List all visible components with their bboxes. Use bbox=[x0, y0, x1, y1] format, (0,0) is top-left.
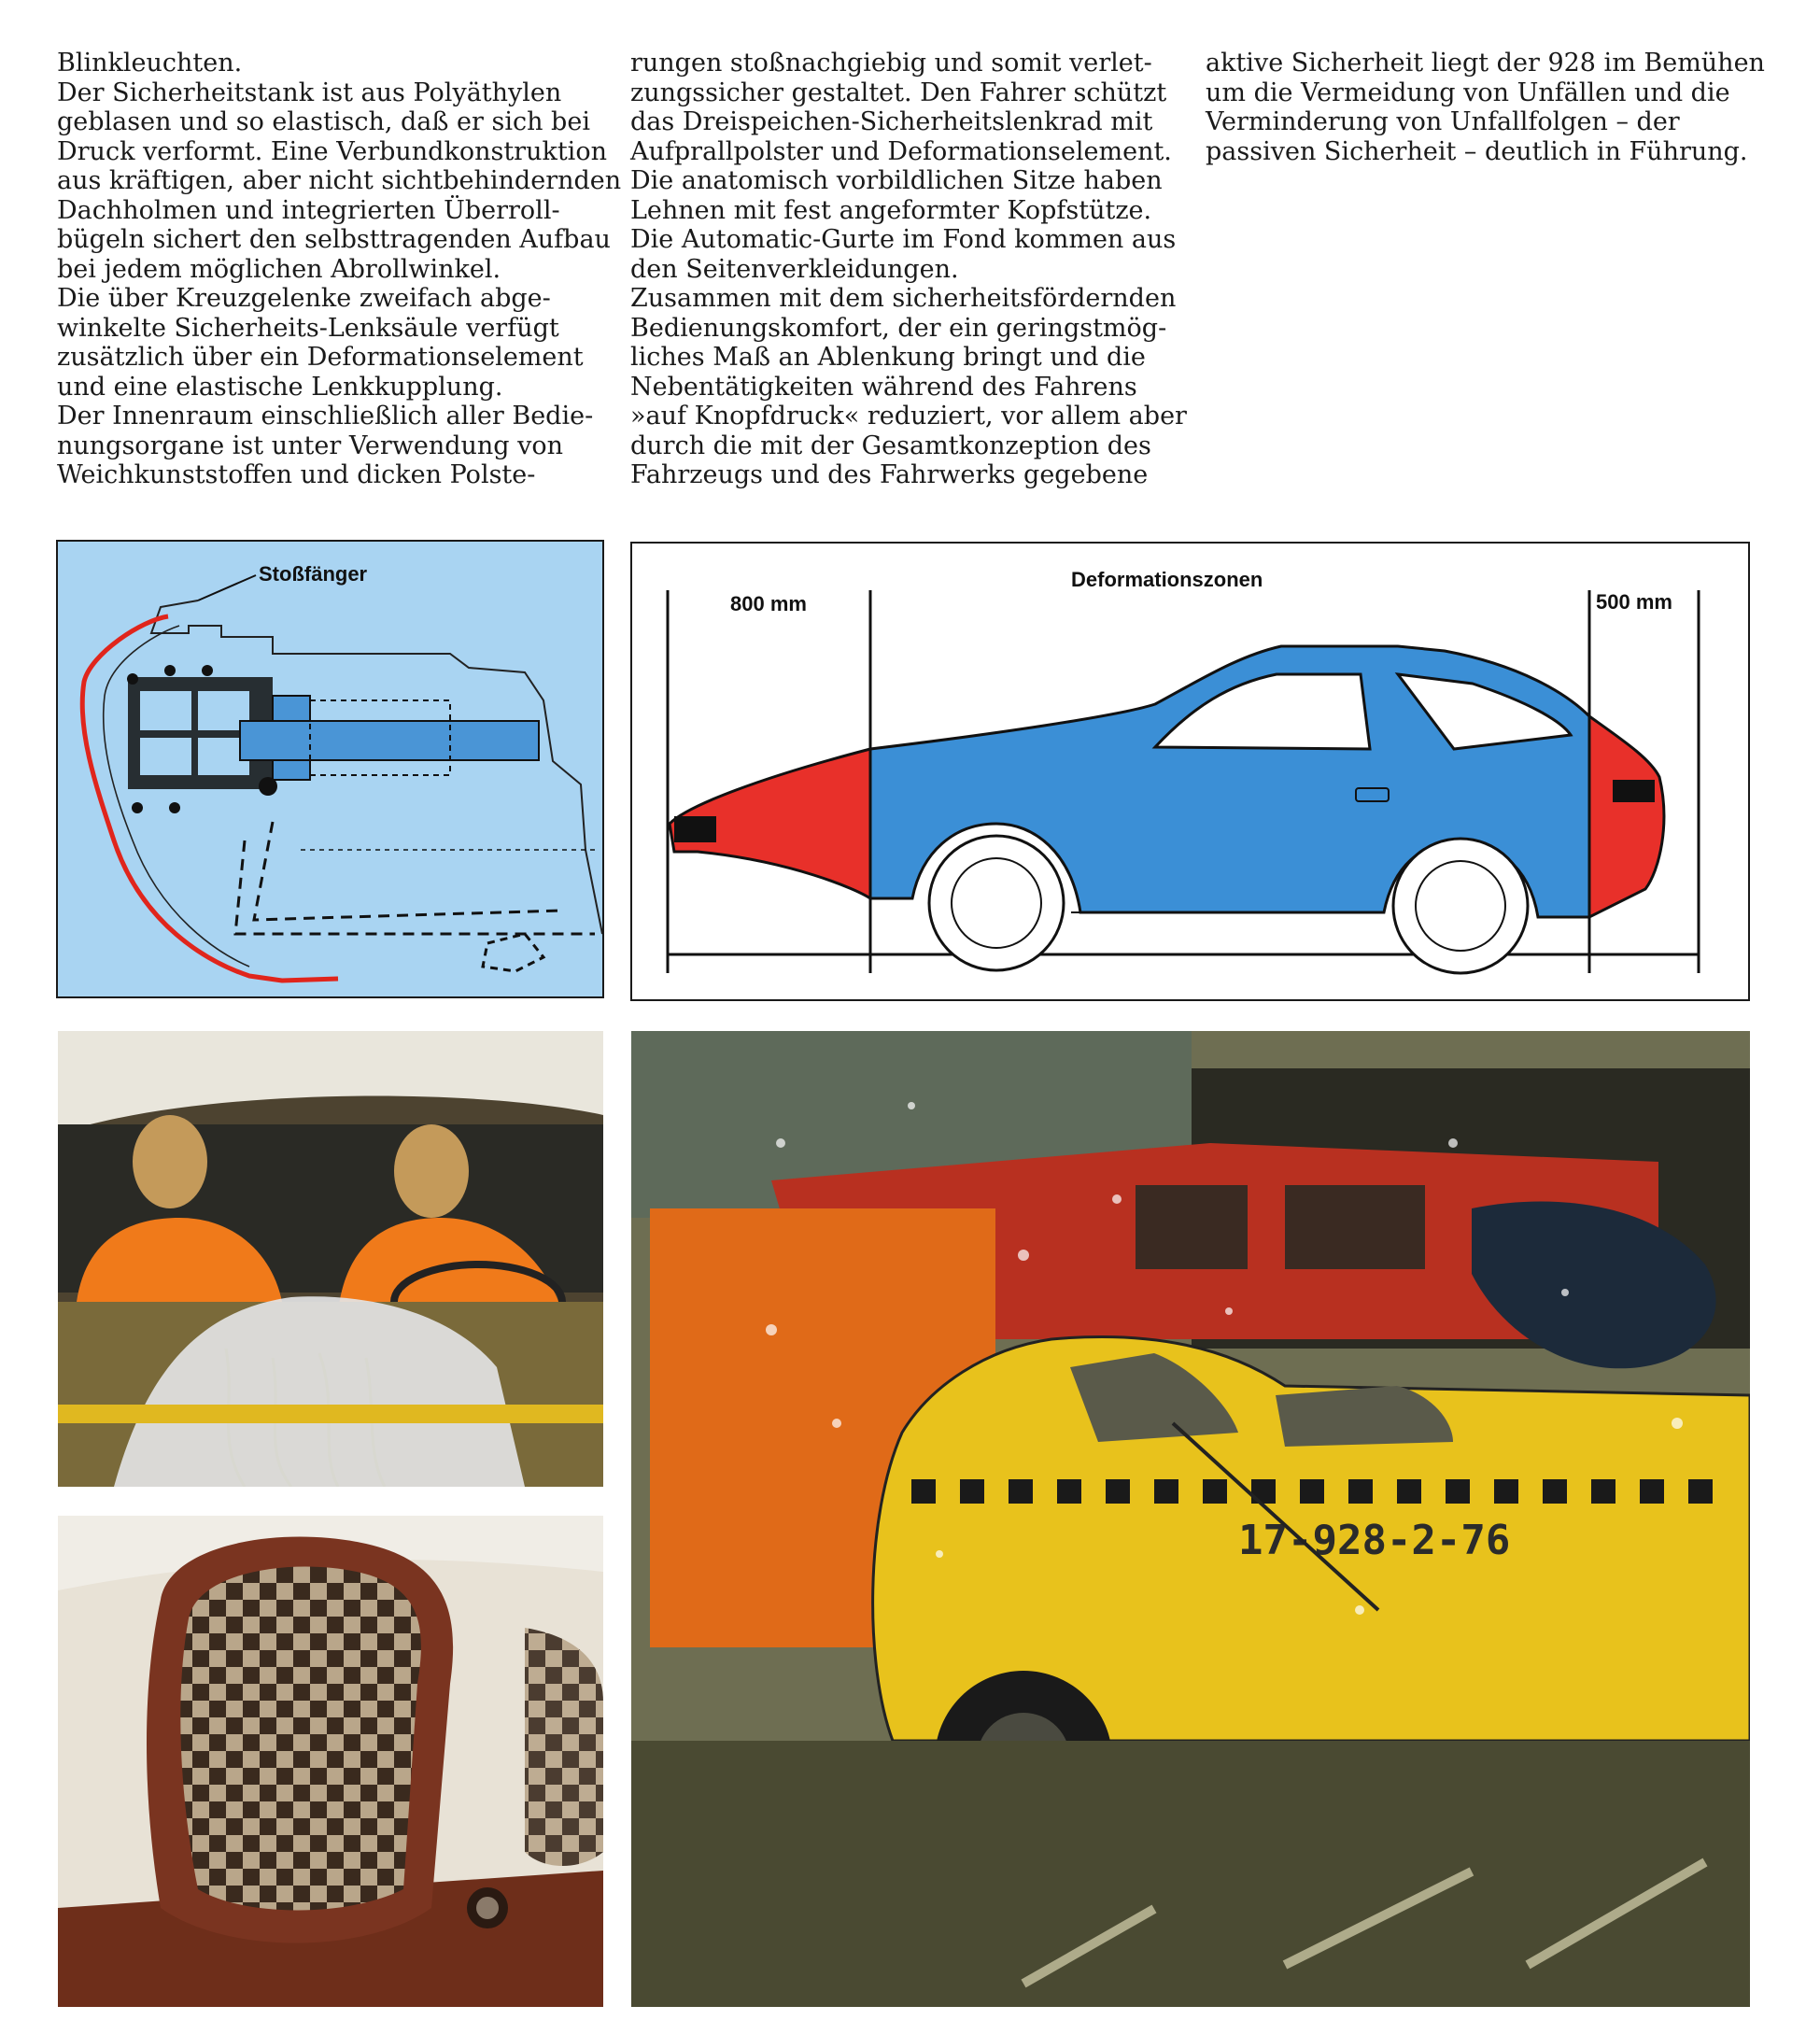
deformation-title: Deformationszonen bbox=[1071, 568, 1263, 591]
text-line: Blinkleuchten. bbox=[57, 49, 243, 78]
text-line: bei jedem möglichen Abrollwinkel. bbox=[57, 254, 501, 284]
text-line: Der Innenraum einschließlich aller Bedie- bbox=[57, 402, 594, 431]
text-line: Die Automatic-Gurte im Fond kommen aus bbox=[630, 225, 1177, 254]
text-line: Druck verformt. Eine Verbundkonstruktion bbox=[57, 136, 607, 166]
text-line: Aufprallpolster und Deformationselement. bbox=[630, 136, 1172, 166]
text-line: Weichkunststoffen und dicken Polste- bbox=[57, 460, 536, 489]
text-line: Fahrzeugs und des Fahrwerks gegebene bbox=[630, 460, 1149, 489]
text-line: Die über Kreuzgelenke zweifach abge- bbox=[57, 284, 551, 313]
text-column-2 bbox=[630, 49, 1200, 490]
headrest-seat-photo bbox=[58, 1516, 603, 2007]
text-line: passiven Sicherheit – deutlich in Führung. bbox=[1206, 136, 1748, 166]
text-line: aktive Sicherheit liegt der 928 im Bemühen bbox=[1206, 49, 1765, 78]
text-line: rungen stoßnachgiebig und somit verlet- bbox=[630, 49, 1152, 78]
text-line: nungsorgane ist unter Verwendung von bbox=[57, 431, 564, 460]
text-line: und eine elastische Lenkkupplung. bbox=[57, 372, 503, 402]
text-line: Die anatomisch vorbildlichen Sitze haben bbox=[630, 166, 1163, 195]
text-line: liches Maß an Ablenkung bringt und die bbox=[630, 343, 1146, 372]
text-line: Bedienungskomfort, der ein geringstmög- bbox=[630, 313, 1167, 343]
text-line: Zusammen mit dem sicherheitsfördernden bbox=[630, 284, 1177, 313]
text-line: Lehnen mit fest angeformter Kopfstütze. bbox=[630, 195, 1152, 225]
text-line: Nebentätigkeiten während des Fahrens bbox=[630, 372, 1137, 402]
text-line: Der Sicherheitstank ist aus Polyäthylen bbox=[57, 78, 562, 107]
front-zone-label: 800 mm bbox=[730, 592, 807, 615]
text-line: den Seitenverkleidungen. bbox=[630, 254, 959, 284]
text-line: zungssicher gestaltet. Den Fahrer schützt bbox=[630, 78, 1167, 107]
text-column-3 bbox=[1206, 49, 1785, 166]
interior-dummy-photo bbox=[58, 1031, 603, 1487]
deformation-zones-diagram bbox=[630, 542, 1750, 1001]
text-column-1 bbox=[57, 49, 622, 490]
text-line: zusätzlich über ein Deformationselement bbox=[57, 343, 584, 372]
car-id-label: 17-928-2-76 bbox=[1238, 1517, 1511, 1564]
text-line: das Dreispeichen-Sicherheitslenkrad mit bbox=[630, 107, 1153, 136]
bumper-label: Stoßfänger bbox=[259, 562, 368, 586]
text-line: bügeln sichert den selbsttragenden Aufbau bbox=[57, 225, 611, 254]
text-line: um die Vermeidung von Unfällen und die bbox=[1206, 78, 1730, 107]
text-line: Dachholmen und integrierten Überroll- bbox=[57, 195, 560, 225]
text-line: winkelte Sicherheits-Lenksäule verfügt bbox=[57, 313, 559, 343]
text-line: durch die mit der Gesamtkonzeption des bbox=[630, 431, 1151, 460]
rear-zone-label: 500 mm bbox=[1596, 590, 1672, 614]
text-line: aus kräftigen, aber nicht sichtbehindernden bbox=[57, 166, 622, 195]
text-line: »auf Knopfdruck« reduziert, vor allem aber bbox=[630, 402, 1187, 431]
text-line: geblasen und so elastisch, daß er sich bei bbox=[57, 107, 590, 136]
crash-test-photo bbox=[631, 1031, 1750, 2007]
bumper-diagram bbox=[56, 540, 604, 998]
text-line: Verminderung von Unfallfolgen – der bbox=[1206, 107, 1680, 136]
